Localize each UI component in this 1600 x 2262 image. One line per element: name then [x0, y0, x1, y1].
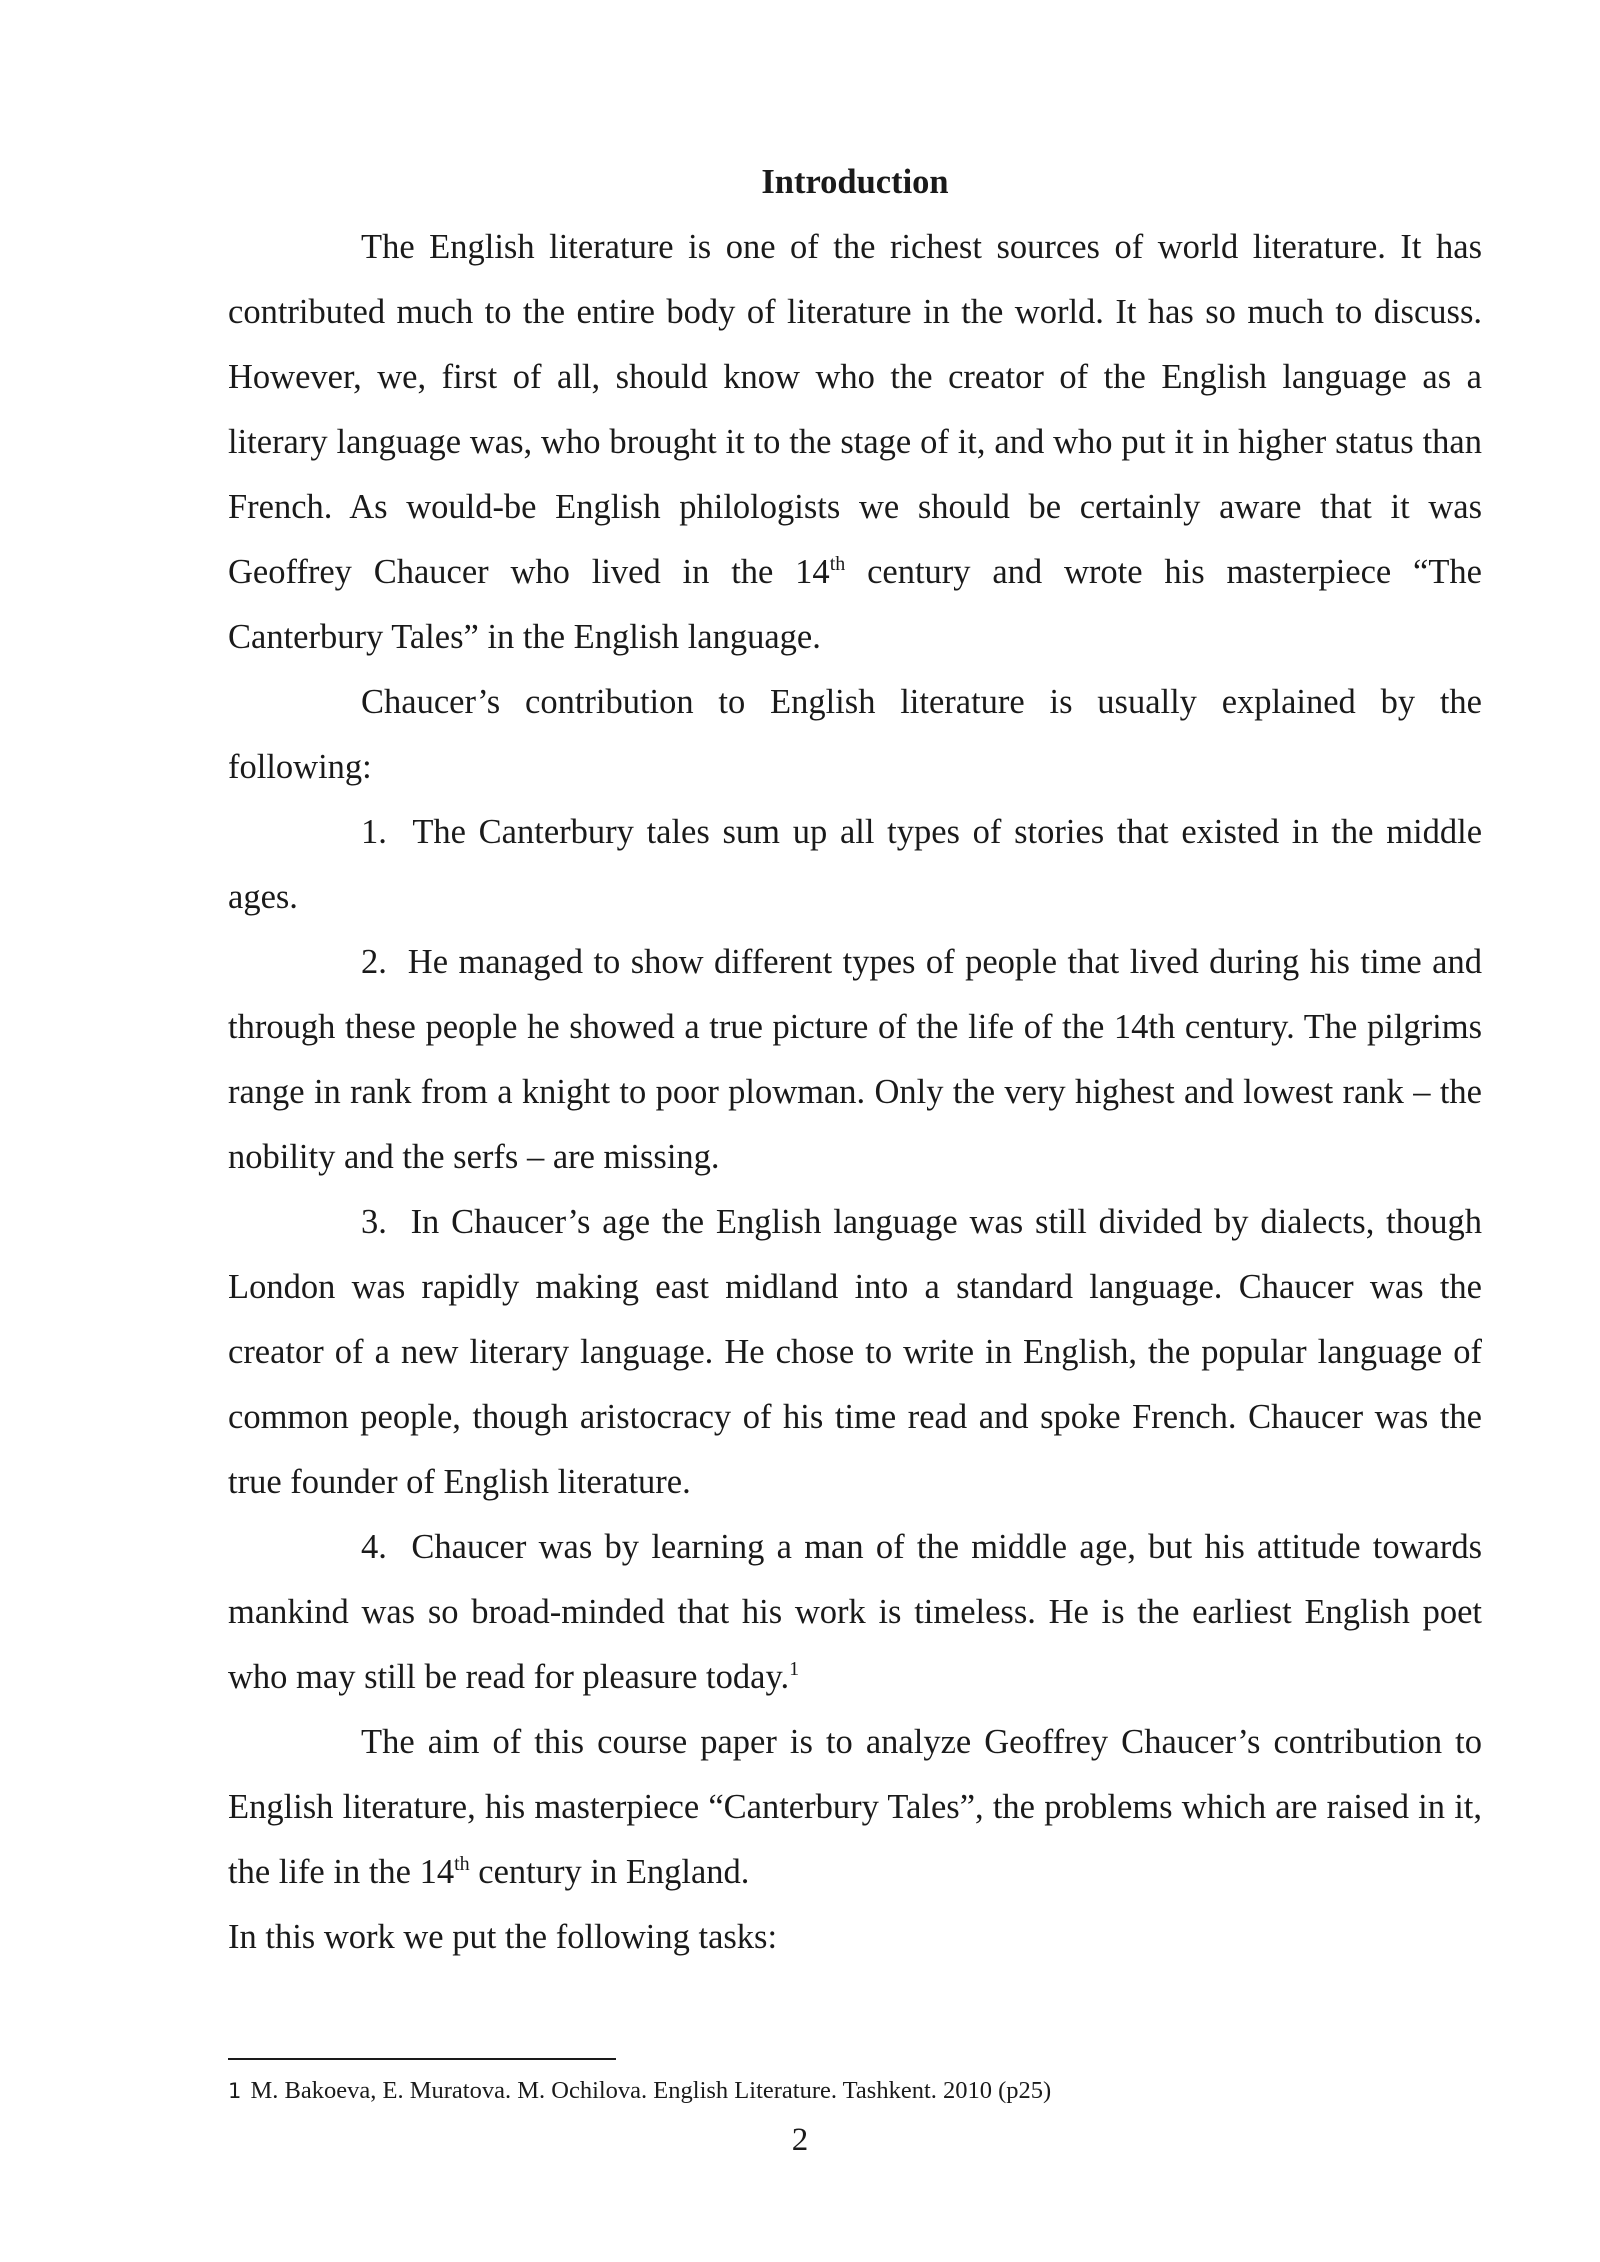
page-number: 2	[791, 2122, 809, 2158]
list-text: The Canterbury tales sum up all types of stories that existed in the middle ages.	[228, 813, 1483, 916]
intro-text-end: century and wrote his masterpiece “The Canterbury Tales” in the English language.	[228, 553, 1482, 656]
ordinal-suffix: th	[829, 553, 846, 575]
body-text	[228, 150, 1482, 1970]
intro-paragraph	[228, 215, 1482, 670]
footnote	[228, 2074, 1482, 2108]
contribution-paragraph: Chaucer’s contribution to English literature is usually explained by the following:	[228, 683, 1482, 786]
list-number: 4.	[361, 1528, 387, 1566]
list-item	[228, 800, 1482, 930]
footnote-reference[interactable]: 1	[789, 1658, 800, 1680]
list-number: 3.	[361, 1203, 387, 1241]
list-number: 1.	[361, 813, 387, 851]
list-text: He managed to show different types of people that lived during his time and through these people he showed a true picture of the life of the 14th century. The pilgrims range in rank from a knight to poor plowman. Only the very highest and lowest rank – the nobility and the serfs – are missing.	[228, 943, 1483, 1176]
tasks-paragraph: In this work we put the following tasks:	[228, 1918, 778, 1956]
footnote-number: 1	[228, 2079, 242, 2103]
section-heading: Introduction	[761, 163, 949, 201]
list-text: In Chaucer’s age the English language was still divided by dialects, though London was rapidly making east midland into a standard language. Chaucer was the creator of a new literary language. He chose to write in English, the popular language of common people, though aristocracy of his time read and spoke French. Chaucer was the true founder of English literature.	[228, 1203, 1482, 1501]
aim-text: The aim of this course paper is to analyze Geoffrey Chaucer’s contribution to English literature, his masterpiece “Canterbury Tales”, the problems which are raised in it, the life in the 14	[228, 1723, 1482, 1891]
aim-text-end: century in England.	[469, 1853, 750, 1891]
list-number: 2.	[361, 943, 387, 981]
footnote-separator	[228, 2058, 616, 2060]
intro-text: The English literature is one of the richest sources of world literature. It has contributed much to the entire body of literature in the world. It has so much to discuss. However, we, first of all, should know who the creator of the English language as a literary language was, who brought it to the stage of it, and who put it in higher status than French. As would-be English philologists we should be certainly aware that it was Geoffrey Chaucer who lived in the 14	[228, 228, 1482, 591]
footnote-text: M. Bakoeva, E. Muratova. M. Ochilova. English Literature. Tashkent. 2010 (p25)	[250, 2077, 1052, 2104]
list-item	[228, 1515, 1482, 1710]
list-text: Chaucer was by learning a man of the middle age, but his attitude towards mankind was so broad-minded that his work is timeless. He is the earliest English poet who may still be read for pleasure today.	[228, 1528, 1482, 1696]
ordinal-suffix: th	[454, 1853, 470, 1875]
list-item	[228, 1190, 1482, 1515]
aim-paragraph	[228, 1710, 1482, 1905]
list-item	[228, 930, 1482, 1190]
